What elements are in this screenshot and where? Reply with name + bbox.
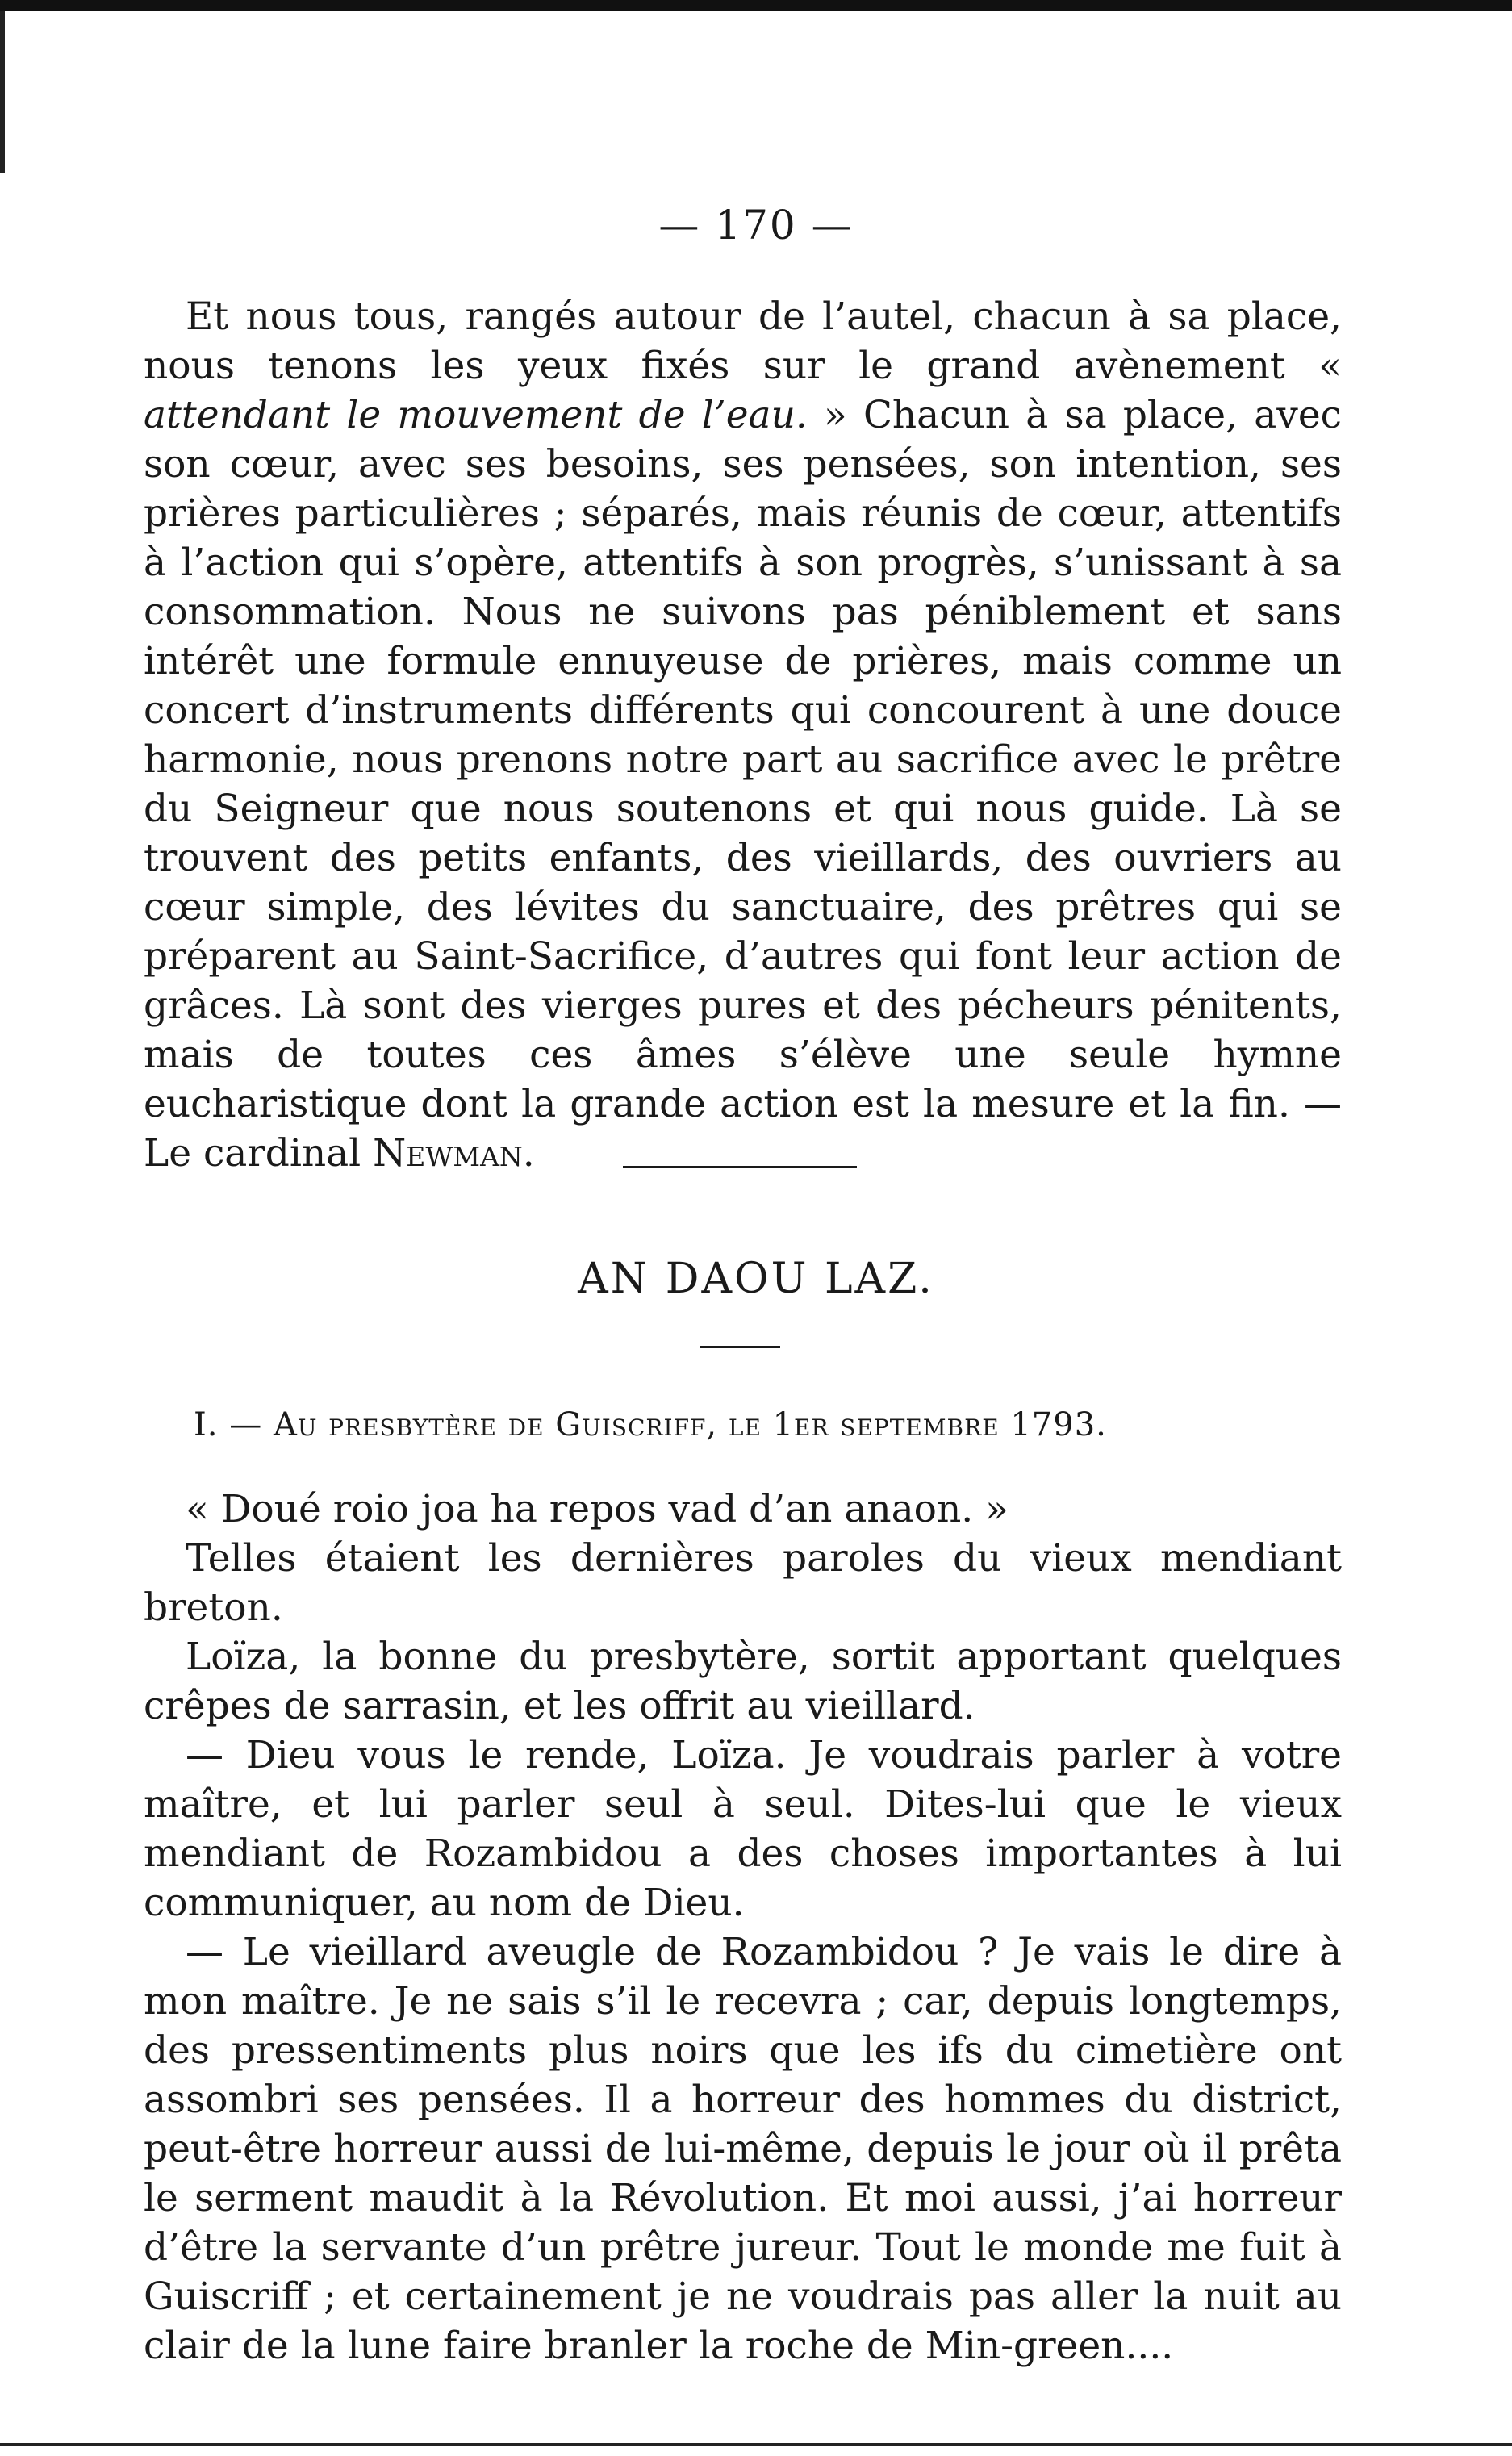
- page-number: — 170 —: [658, 202, 854, 249]
- paragraph-rest: » Chacun à sa place, avec son cœur, avec ses besoins, ses pensées, son intention, ses prières particulières ; séparés, mais réunis de cœur, attentifs à l’action qui s’opère, attentifs à son progrès, s’unissant à sa consommation. Nous ne suivons pas péniblement et sans intérêt une formule ennuyeuse de prières, mais comme un concert d’instruments différents qui concourent à une douce harmonie, nous prenons notre part au sacrifice avec le prêtre du Seigneur que nous soutenons et qui nous guide. Là se trouvent des petits enfants, des vieillards, des ouvriers au cœur simple, des lévites du sanctuaire, des prêtres qui se préparent au Saint-Sacrifice, d’autres qui font leur action de grâces. Là sont des vierges pures et des pécheurs pénitents, mais de toutes ces âmes s’élève une seule hymne eucharistique dont la grande action est la mesure et la fin. —: [144, 393, 1342, 1126]
- left-edge-mark: [0, 11, 5, 173]
- section-separator-rule: [623, 1166, 857, 1168]
- section1-body: [144, 292, 1342, 1178]
- body-paragraph: — Dieu vous le rende, Loïza. Je voudrais parler à votre maître, et lui parler seul à seul. Dites-lui que le vieux mendiant de Rozambidou a des choses importantes à lui communiquer, au nom de Dieu.: [144, 1733, 1342, 1925]
- paragraph-italic-quote: attendant le mouvement de l’eau.: [144, 393, 808, 437]
- top-border-rule: [0, 0, 1512, 11]
- chapter-title: AN DAOU LAZ.: [578, 1255, 934, 1303]
- chapter-subtitle: [194, 1402, 1339, 1447]
- body-paragraph: « Doué roio joa ha repos vad d’an anaon. »: [186, 1487, 1009, 1531]
- section2-body: [144, 1485, 1342, 2370]
- body-paragraph: — Le vieillard aveugle de Rozambidou ? Je vais le dire à mon maître. Je ne sais s’il le recevra ; car, depuis longtemps, des pressentiments plus noirs que les ifs du cimetière ont assombri ses pensées. Il a horreur des hommes du district, peut-être horreur aussi de lui-même, depuis le jour où il prêta le serment maudit à la Révolution. Et moi aussi, j’ai horreur d’être la servante d’un prêtre jureur. Tout le monde me fuit à Guiscriff ; et certainement je ne voudrais pas aller la nuit au clair de la lune faire branler la roche de Min-green....: [144, 1930, 1342, 2368]
- author-name: Newman.: [373, 1131, 535, 1176]
- subtitle-text: Au presbytère de Guiscriff, le 1er septembre 1793.: [273, 1406, 1107, 1443]
- paragraph-start: Et nous tous, rangés autour de l’autel, chacun à sa place, nous tenons les yeux fixés sur le grand avènement «: [144, 294, 1342, 388]
- author-prefix: Le cardinal: [144, 1131, 374, 1176]
- section1-paragraph: [144, 292, 1342, 1178]
- body-paragraph: Telles étaient les dernières paroles du vieux mendiant breton.: [144, 1536, 1342, 1630]
- body-paragraph: Loïza, la bonne du presbytère, sortit apportant quelques crêpes de sarrasin, et les offrit au vieillard.: [144, 1635, 1342, 1728]
- title-separator-rule: [700, 1346, 780, 1348]
- bottom-border-rule: [0, 2443, 1512, 2446]
- subtitle-numeral: I. —: [194, 1406, 274, 1443]
